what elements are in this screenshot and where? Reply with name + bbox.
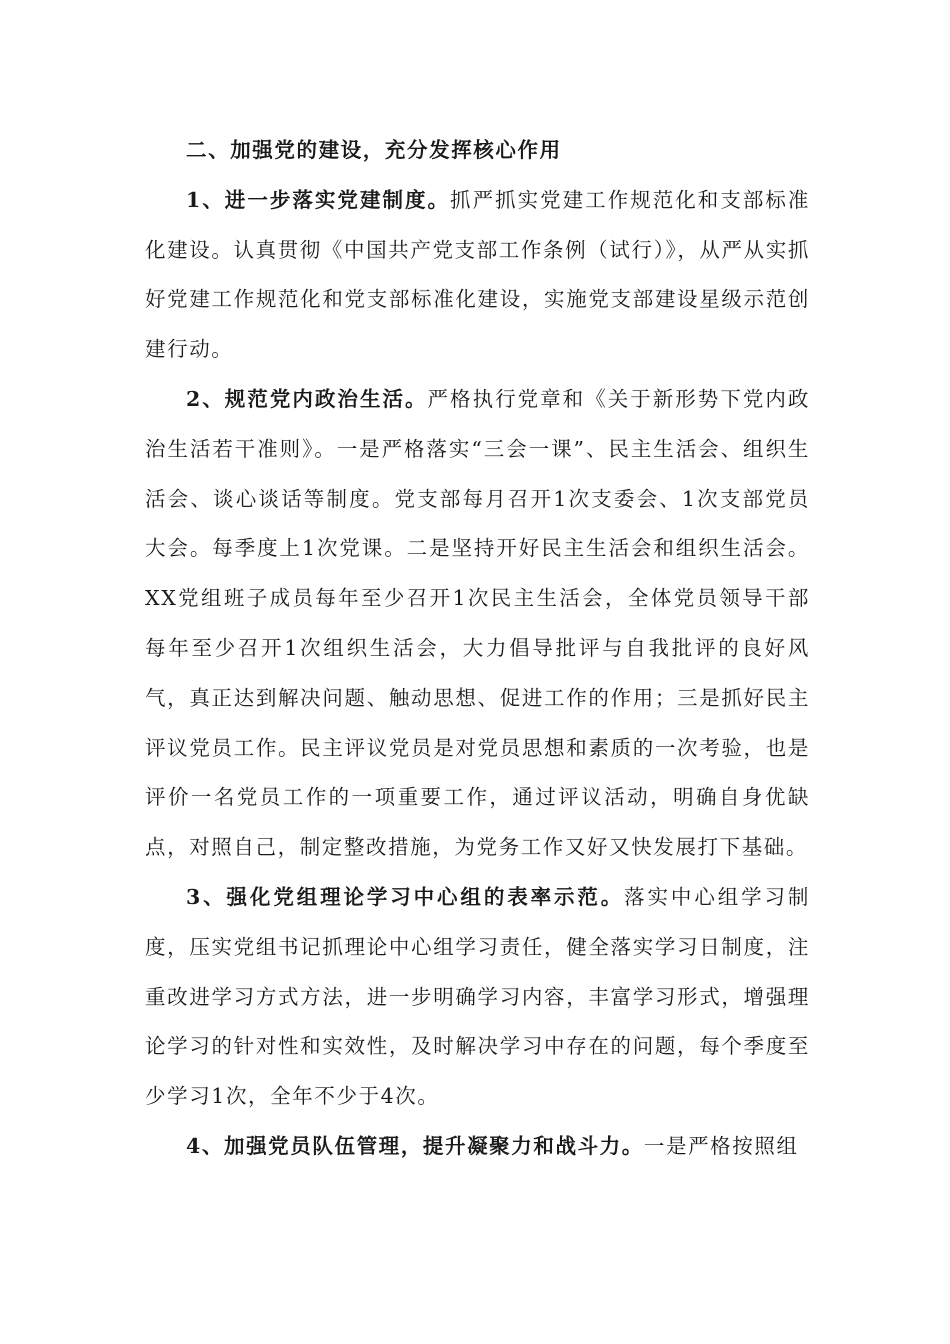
paragraph-2: [145, 375, 810, 873]
paragraph-1: [145, 176, 810, 375]
paragraph-4: [145, 1122, 810, 1172]
paragraph-2-body: 严格执行党章和《关于新形势下党内政治生活若干准则》。一是严格落实“三会一课”、民主生活会、组织生活会、谈心谈话等制度。党支部每月召开1次支委会、1次支部党员大会。每季度上1次党课。二是坚持开好民主生活会和组织生活会。XX党组班子成员每年至少召开1次民主生活会，全体党员领导干部每年至少召开1次组织生活会，大力倡导批评与自我批评的良好风气，真正达到解决问题、触动思想、促进工作的作用；三是抓好民主评议党员工作。民主评议党员是对党员思想和素质的一次考验，也是评价一名党员工作的一项重要工作，通过评议活动，明确自身优缺点，对照自己，制定整改措施，为党务工作又好又快发展打下基础。: [145, 386, 810, 860]
document-body: [145, 126, 810, 1172]
section-title: 二、加强党的建设，充分发挥核心作用: [186, 138, 562, 162]
paragraph-1-body: 抓严抓实党建工作规范化和支部标准化建设。认真贯彻《中国共产党支部工作条例（试行）》，从严从实抓好党建工作规范化和党支部标准化建设，实施党支部建设星级示范创建行动。: [145, 187, 810, 362]
paragraph-3: [145, 873, 810, 1122]
paragraph-3-lead: 3、强化党组理论学习中心组的表率示范。: [186, 884, 625, 909]
paragraph-2-lead: 2、规范党内政治生活。: [186, 386, 428, 411]
paragraph-4-lead: 4、加强党员队伍管理，提升凝聚力和战斗力。: [186, 1133, 644, 1158]
paragraph-4-body: 一是严格按照组: [643, 1133, 799, 1158]
paragraph-1-lead: 1、进一步落实党建制度。: [186, 187, 451, 212]
paragraph-3-body: 落实中心组学习制度，压实党组书记抓理论中心组学习责任，健全落实学习日制度，注重改进学习方式方法，进一步明确学习内容，丰富学习形式，增强理论学习的针对性和实效性，及时解决学习中存在的问题，每个季度至少学习1次，全年不少于4次。: [145, 884, 810, 1109]
